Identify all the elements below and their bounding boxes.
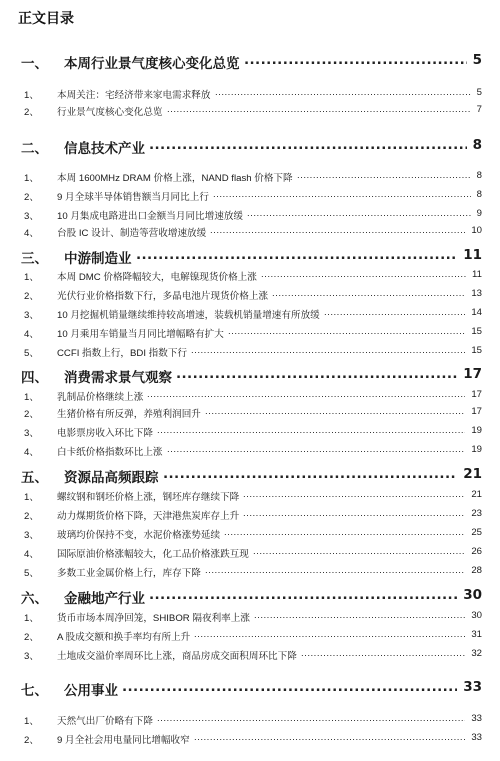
toc-entry-page: 21 xyxy=(471,489,482,500)
toc-section-number: 六、 xyxy=(21,591,48,607)
dot-leader xyxy=(194,732,465,746)
toc-entry-number: 3、 xyxy=(24,310,39,321)
toc-entry-page: 8 xyxy=(476,189,482,200)
dot-leader xyxy=(228,326,465,340)
toc-entry-label: 本周 DMC 价格降幅较大，电解镍现货价格上涨 xyxy=(57,272,257,283)
dot-leader xyxy=(167,104,471,118)
toc-entry-page: 14 xyxy=(471,307,482,318)
toc-entry-page: 33 xyxy=(471,713,482,724)
toc-section-number: 四、 xyxy=(21,370,48,386)
toc-entry-number: 5、 xyxy=(24,568,39,579)
dot-leader xyxy=(149,137,467,157)
dot-leader xyxy=(215,87,471,101)
toc-entry-label: 玻璃均价保持不变，水泥价格涨势延续 xyxy=(57,530,221,541)
dot-leader xyxy=(157,425,465,439)
dot-leader xyxy=(224,527,465,541)
toc-entry-number: 2、 xyxy=(24,735,39,746)
toc-entry-number: 1、 xyxy=(24,716,39,727)
dot-leader xyxy=(301,648,465,662)
toc-entry-label: 本周关注：宅经济带来家电需求释放 xyxy=(57,90,211,101)
toc-entry-label: 光伏行业价格指数下行，多晶电池片现货价格上涨 xyxy=(57,291,269,302)
toc-section-page: 11 xyxy=(463,247,482,263)
toc-section-page: 17 xyxy=(463,366,482,382)
toc-entry-page: 25 xyxy=(471,527,482,538)
dot-leader xyxy=(205,406,465,420)
dot-leader xyxy=(324,307,465,321)
toc-entry-label: 白卡纸价格指数环比上涨 xyxy=(57,447,163,458)
toc-entry-number: 1、 xyxy=(24,90,39,101)
toc-entry[interactable] xyxy=(0,288,500,302)
toc-entry[interactable] xyxy=(0,713,500,727)
toc-entry-page: 28 xyxy=(471,565,482,576)
toc-entry[interactable] xyxy=(0,648,500,662)
toc-entry-number: 3、 xyxy=(24,530,39,541)
toc-entry[interactable] xyxy=(0,345,500,359)
toc-entry[interactable] xyxy=(0,189,500,203)
toc-section-number: 七、 xyxy=(21,683,48,699)
toc-entry-number: 4、 xyxy=(24,447,39,458)
toc-section-page: 30 xyxy=(463,587,482,603)
toc-entry[interactable] xyxy=(0,610,500,624)
toc-entry-page: 30 xyxy=(471,610,482,621)
toc-entry-label: 货币市场本周净回笼，SHIBOR 隔夜利率上涨 xyxy=(57,613,250,624)
toc-entry[interactable] xyxy=(0,629,500,643)
toc-entry-page: 17 xyxy=(471,406,482,417)
toc-section-number: 一、 xyxy=(21,56,48,72)
toc-section[interactable] xyxy=(0,366,500,386)
toc-entry[interactable] xyxy=(0,170,500,184)
toc-entry[interactable] xyxy=(0,104,500,118)
toc-entry-number: 2、 xyxy=(24,409,39,420)
toc-entry-number: 1、 xyxy=(24,392,39,403)
toc-entry-number: 3、 xyxy=(24,428,39,439)
dot-leader xyxy=(122,679,457,699)
dot-leader xyxy=(253,546,465,560)
dot-leader xyxy=(147,389,465,403)
toc-entry-label: 9 月全社会用电量同比增幅收窄 xyxy=(57,735,190,746)
toc-section-label: 信息技术产业 xyxy=(64,141,145,157)
toc-entry[interactable] xyxy=(0,225,500,239)
toc-entry[interactable] xyxy=(0,269,500,283)
toc-entry[interactable] xyxy=(0,307,500,321)
toc-entry-number: 2、 xyxy=(24,632,39,643)
dot-leader xyxy=(194,629,465,643)
toc-entry-page: 33 xyxy=(471,732,482,743)
toc-entry-page: 26 xyxy=(471,546,482,557)
toc-entry-page: 8 xyxy=(476,170,482,181)
toc-entry-label: 10 月挖掘机销量继续维持较高增速，装载机销量增速有所放缓 xyxy=(57,310,320,321)
toc-section[interactable] xyxy=(0,137,500,157)
toc-entry-number: 2、 xyxy=(24,192,39,203)
toc-entry[interactable] xyxy=(0,508,500,522)
dot-leader xyxy=(157,713,465,727)
toc-entry[interactable] xyxy=(0,389,500,403)
toc-section[interactable] xyxy=(0,52,500,72)
toc-entry-label: 电影票房收入环比下降 xyxy=(57,428,153,439)
toc-entry-page: 15 xyxy=(471,345,482,356)
toc-entry-page: 19 xyxy=(471,444,482,455)
toc-entry-number: 2、 xyxy=(24,107,39,118)
toc-section-page: 33 xyxy=(463,679,482,695)
toc-entry[interactable] xyxy=(0,489,500,503)
toc-entry-label: 螺纹钢和钢坯价格上涨，钢坯库存继续下降 xyxy=(57,492,240,503)
toc-section[interactable] xyxy=(0,587,500,607)
toc-entry-number: 1、 xyxy=(24,272,39,283)
toc-entry-number: 3、 xyxy=(24,651,39,662)
toc-entry-page: 31 xyxy=(471,629,482,640)
dot-leader xyxy=(213,189,471,203)
toc-entry-number: 2、 xyxy=(24,511,39,522)
toc-section-page: 5 xyxy=(472,52,482,68)
toc-title: 正文目录 xyxy=(18,11,74,27)
dot-leader xyxy=(254,610,465,624)
toc-entry-label: 本周 1600MHz DRAM 价格上涨，NAND flash 价格下降 xyxy=(57,173,293,184)
toc-entry-label: 乳制品价格继续上涨 xyxy=(57,392,144,403)
toc-entry-label: 台股 IC 设计、制造等营收增速放缓 xyxy=(57,228,207,239)
toc-entry-page: 5 xyxy=(476,87,482,98)
toc-section-number: 二、 xyxy=(21,141,48,157)
toc-entry-number: 1、 xyxy=(24,492,39,503)
dot-leader xyxy=(272,288,465,302)
toc-entry[interactable] xyxy=(0,406,500,420)
toc-entry-number: 1、 xyxy=(24,173,39,184)
toc-entry-page: 19 xyxy=(471,425,482,436)
dot-leader xyxy=(243,489,465,503)
dot-leader xyxy=(136,247,457,267)
dot-leader xyxy=(297,170,471,184)
toc-entry-label: 生猪价格有所反弹，养殖利润回升 xyxy=(57,409,201,420)
toc-entry[interactable] xyxy=(0,546,500,560)
toc-entry-label: 土地成交溢价率周环比上涨，商品房成交面积周环比下降 xyxy=(57,651,297,662)
toc-entry[interactable] xyxy=(0,565,500,579)
toc-entry-label: A 股成交额和换手率均有所上升 xyxy=(57,632,191,643)
toc-section[interactable] xyxy=(0,679,500,699)
toc-entry-page: 15 xyxy=(471,326,482,337)
toc-entry-page: 11 xyxy=(472,269,482,280)
dot-leader xyxy=(191,345,465,359)
toc-entry[interactable] xyxy=(0,326,500,340)
dot-leader xyxy=(205,565,465,579)
toc-entry-page: 32 xyxy=(471,648,482,659)
toc-entry-number: 3、 xyxy=(24,211,39,222)
dot-leader xyxy=(176,366,457,386)
toc-entry[interactable] xyxy=(0,732,500,746)
toc-entry-label: 行业景气度核心变化总览 xyxy=(57,107,163,118)
toc-section-label: 公用事业 xyxy=(64,683,118,699)
toc-entry-label: 10 月乘用车销量当月同比增幅略有扩大 xyxy=(57,329,224,340)
toc-entry[interactable] xyxy=(0,444,500,458)
toc-section-label: 消费需求景气观察 xyxy=(64,370,172,386)
dot-leader xyxy=(261,269,466,283)
toc-entry-number: 2、 xyxy=(24,291,39,302)
toc-section[interactable] xyxy=(0,466,500,486)
toc-entry-page: 23 xyxy=(471,508,482,519)
toc-section-label: 资源品高频跟踪 xyxy=(64,470,159,486)
toc-entry-page: 9 xyxy=(476,208,482,219)
toc-entry-label: 多数工业金属价格上行，库存下降 xyxy=(57,568,201,579)
toc-entry-page: 17 xyxy=(471,389,482,400)
toc-entry[interactable] xyxy=(0,208,500,222)
toc-section-page: 8 xyxy=(472,137,482,153)
toc-entry[interactable] xyxy=(0,527,500,541)
dot-leader xyxy=(210,225,465,239)
toc-section-label: 中游制造业 xyxy=(64,251,132,267)
toc-entry-label: 9 月全球半导体销售额当月同比上行 xyxy=(57,192,209,203)
toc-section-label: 金融地产行业 xyxy=(64,591,145,607)
toc-entry-label: 动力煤期货价格下降，天津港焦炭库存上升 xyxy=(57,511,240,522)
toc-section-page: 21 xyxy=(463,466,482,482)
toc-section-label: 本周行业景气度核心变化总览 xyxy=(64,56,240,72)
toc-section[interactable] xyxy=(0,247,500,267)
dot-leader xyxy=(243,508,465,522)
toc-entry-label: 天然气出厂价略有下降 xyxy=(57,716,153,727)
toc-entry[interactable] xyxy=(0,87,500,101)
toc-entry-number: 5、 xyxy=(24,348,39,359)
toc-entry-page: 7 xyxy=(476,104,482,115)
dot-leader xyxy=(244,52,467,72)
dot-leader xyxy=(167,444,465,458)
toc-entry-number: 1、 xyxy=(24,613,39,624)
toc-entry-page: 13 xyxy=(471,288,482,299)
dot-leader xyxy=(247,208,471,222)
toc-entry-number: 4、 xyxy=(24,549,39,560)
toc-entry-page: 10 xyxy=(471,225,482,236)
toc-entry-number: 4、 xyxy=(24,228,39,239)
dot-leader xyxy=(163,466,457,486)
toc-entry-label: 10 月集成电路进出口金额当月同比增速放缓 xyxy=(57,211,244,222)
toc-entry-label: CCFI 指数上行，BDI 指数下行 xyxy=(57,348,188,359)
toc-entry-number: 4、 xyxy=(24,329,39,340)
toc-section-number: 三、 xyxy=(21,251,48,267)
dot-leader xyxy=(149,587,457,607)
toc-entry[interactable] xyxy=(0,425,500,439)
toc-entry-label: 国际原油价格涨幅较大，化工品价格涨跌互现 xyxy=(57,549,249,560)
toc-section-number: 五、 xyxy=(21,470,48,486)
